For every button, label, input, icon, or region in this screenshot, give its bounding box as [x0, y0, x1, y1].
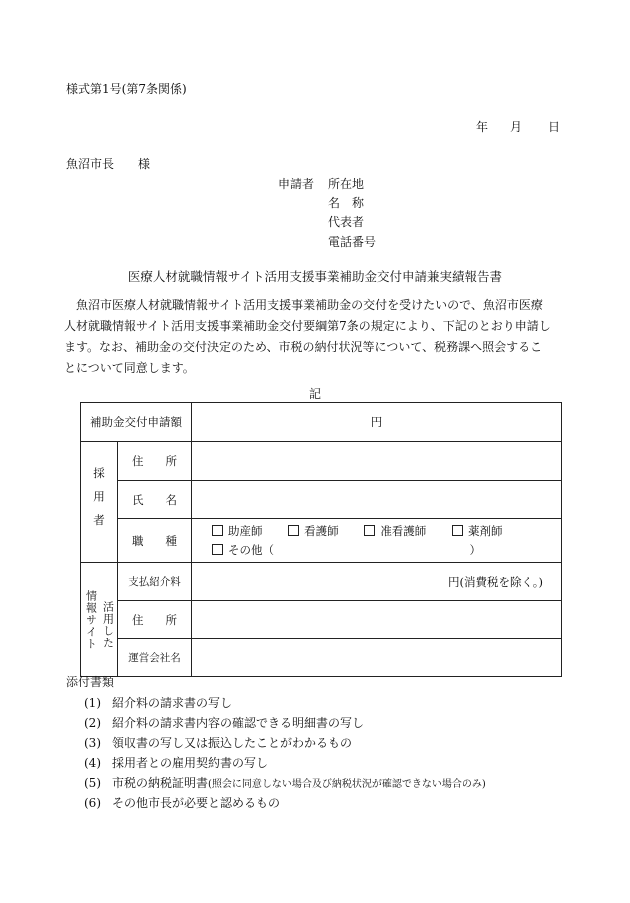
site-address-field[interactable]	[192, 601, 562, 639]
list-item: (6) その他市長が必要と認めるもの	[84, 796, 281, 810]
job-options	[192, 519, 562, 563]
application-table	[80, 402, 562, 677]
attachments-list	[84, 693, 486, 813]
body-line: とについて同意します。	[64, 361, 195, 375]
site-group-text-b: 情報サイト	[84, 589, 98, 650]
job-option-midwife[interactable]: 助産師	[212, 522, 263, 541]
amount-field[interactable]	[192, 403, 562, 442]
site-fee-unit: 円(消費税を除く。)	[448, 574, 543, 589]
checkbox-icon	[288, 525, 299, 536]
applicant-phone-label: 電話番号	[328, 235, 377, 249]
site-group-text-a: 活用した	[101, 600, 115, 649]
list-item: (5) 市税の納税証明書(照会に同意しない場合及び納税状況が確認できない場合のみ)	[84, 776, 486, 790]
amount-row	[81, 403, 562, 442]
checkbox-icon	[452, 525, 463, 536]
site-address-label: 住 所	[118, 601, 192, 639]
job-option-nurse[interactable]: 看護師	[288, 522, 339, 541]
hire-name-field[interactable]	[192, 481, 562, 519]
date-year-label: 年	[476, 120, 489, 134]
applicant-address-label: 所在地	[328, 177, 365, 191]
checkbox-icon	[364, 525, 375, 536]
site-group-label	[81, 563, 118, 677]
hire-address-label: 住 所	[118, 442, 192, 481]
applicant-representative-label: 代表者	[328, 215, 365, 229]
date-month-label: 月	[510, 120, 523, 134]
hire-address-row	[81, 442, 562, 481]
document-title: 医療人材就職情報サイト活用支援事業補助金交付申請兼実績報告書	[127, 269, 503, 284]
list-item: (1) 紹介料の請求書の写し	[84, 696, 233, 710]
body-line: ます。なお、補助金の交付決定のため、市税の納付状況等について、税務課へ照会するこ	[64, 340, 543, 354]
applicant-name-label: 名 称	[328, 196, 365, 210]
checkbox-icon	[212, 525, 223, 536]
form-number: 様式第1号(第7条関係)	[66, 82, 187, 96]
site-fee-label: 支払紹介料	[118, 563, 192, 601]
hire-job-row	[81, 519, 562, 563]
ki-heading: 記	[308, 387, 321, 401]
hire-name-label: 氏 名	[118, 481, 192, 519]
applicant-label: 申請者	[278, 177, 315, 191]
addressee: 魚沼市長 様	[66, 157, 151, 171]
site-fee-row	[81, 563, 562, 601]
hire-group-text: 採用者	[92, 466, 106, 538]
site-fee-field[interactable]	[192, 563, 562, 601]
body-line: 魚沼市医療人材就職情報サイト活用支援事業補助金の交付を受けたいので、魚沼市医療	[76, 298, 543, 312]
list-item-note: (照会に同意しない場合及び納税状況が確認できない場合のみ)	[208, 779, 486, 790]
amount-unit: 円	[370, 415, 383, 429]
checkbox-icon	[212, 544, 223, 555]
job-option-assistant-nurse[interactable]: 准看護師	[364, 522, 426, 541]
attachments-title: 添付書類	[66, 675, 115, 689]
hire-name-row	[81, 481, 562, 519]
job-option-pharmacist[interactable]: 薬剤師	[452, 522, 503, 541]
site-company-row	[81, 639, 562, 677]
hire-job-label: 職 種	[118, 519, 192, 563]
list-item: (2) 紹介料の請求書内容の確認できる明細書の写し	[84, 716, 365, 730]
site-address-row	[81, 601, 562, 639]
list-item: (3) 領収書の写し又は振込したことがわかるもの	[84, 736, 353, 750]
body-line: 人材就職情報サイト活用支援事業補助金交付要綱第7条の規定により、下記のとおり申請し	[64, 319, 551, 333]
hire-group-label	[81, 442, 118, 563]
job-option-other[interactable]: その他（ ）	[212, 541, 481, 560]
body-paragraph	[64, 295, 564, 379]
list-item: (4) 採用者との雇用契約書の写し	[84, 756, 269, 770]
site-company-field[interactable]	[192, 639, 562, 677]
hire-address-field[interactable]	[192, 442, 562, 481]
site-company-label: 運営会社名	[118, 639, 192, 677]
amount-label: 補助金交付申請額	[81, 403, 192, 442]
date-day-label: 日	[548, 120, 561, 134]
